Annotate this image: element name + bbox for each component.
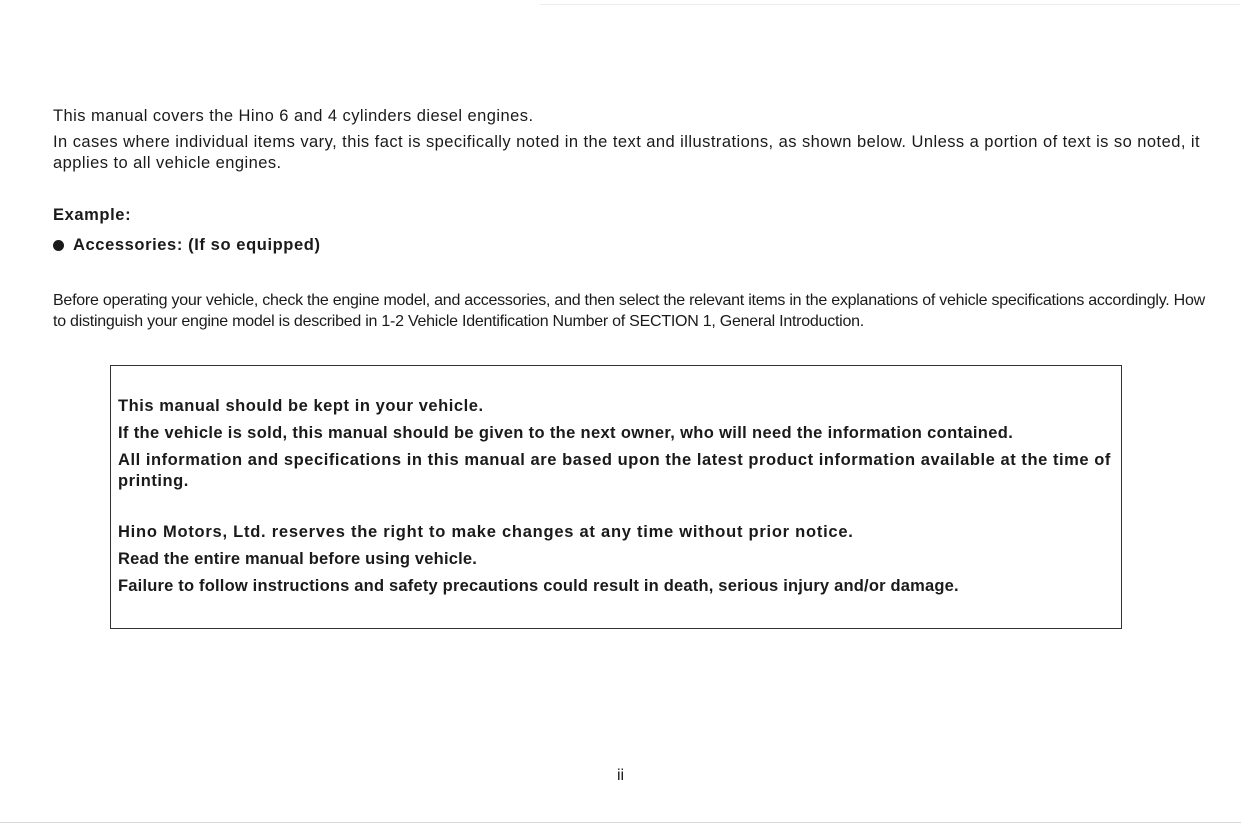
notice-box	[110, 365, 1122, 629]
notice-line-2: If the vehicle is sold, this manual should be given to the next owner, who will need the information contained.	[118, 424, 1014, 442]
page-number: ii	[616, 767, 625, 784]
notice-line-1: This manual should be kept in your vehicle.	[118, 397, 484, 415]
notice-line-5: Read the entire manual before using vehicle.	[118, 550, 478, 568]
before-operating-paragraph: Before operating your vehicle, check the engine model, and accessories, and then select the relevant items in the explanations of vehicle specifications accordingly. How to distinguish your engine model is described in 1-2 Vehicle Identification Number of SECTION 1, General Introduction.	[53, 292, 1205, 330]
notice-line-4: Hino Motors, Ltd. reserves the right to make changes at any time without prior notice.	[118, 523, 854, 541]
notice-line-3: All information and specifications in this manual are based upon the latest product information available at the time of printing.	[118, 451, 1111, 490]
notice-text	[118, 396, 1122, 603]
top-rule	[540, 4, 1240, 5]
accessories-item	[53, 236, 321, 255]
example-heading: Example:	[53, 206, 132, 224]
notice-line-6: Failure to follow instructions and safety precautions could result in death, serious injury and/or damage.	[118, 577, 959, 595]
accessories-label: Accessories: (If so equipped)	[73, 236, 321, 254]
bottom-rule	[0, 822, 1241, 823]
intro-line-2: In cases where individual items vary, this fact is specifically noted in the text and illustrations, as shown below. Unless a portion of text is so noted, it applies to all vehicle engines.	[53, 133, 1201, 172]
intro-section	[53, 106, 1213, 174]
bullet-icon	[53, 240, 64, 251]
intro-line-1: This manual covers the Hino 6 and 4 cylinders diesel engines.	[53, 107, 534, 125]
